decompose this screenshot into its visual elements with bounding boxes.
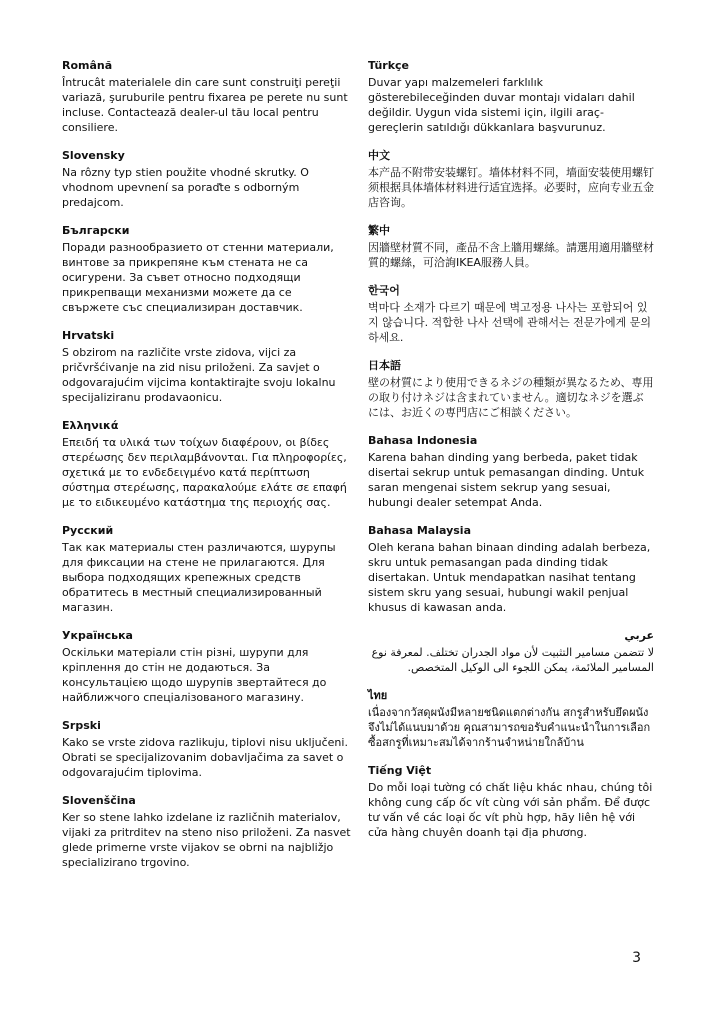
right-column <box>368 58 654 853</box>
section-text: Na rôzny typ stien použite vhodné skrutky. O vhodnom upevnení sa poraďte s odborným predajcom. <box>62 166 309 209</box>
section-text: Do mỗi loại tường có chất liệu khác nhau, chúng tôi không cung cấp ốc vít cùng với sản phẩm. Để được tư vấn về các loại ốc vít phù hợp, hãy liên hệ với cửa hàng chuyên doanh tại địa phương. <box>368 781 653 839</box>
section-japanese <box>368 358 654 420</box>
section-heading: 한국어 <box>368 284 400 297</box>
section-heading: عربي <box>624 629 654 642</box>
section-text: Поради разнообразието от стенни материали, винтове за прикрепяне към стената не са осигурени. За съвет относно подходящи прикрепващи механизми можете да се свържете със специализиран доставчик. <box>62 241 334 314</box>
section-hrvatski <box>62 328 352 405</box>
section-heading: Hrvatski <box>62 329 115 342</box>
section-text: لا تتضمن مسامير التثبيت لأن مواد الجدران تختلف. لمعرفة نوع المسامير الملائمة، يمكن اللجوء الى الوكيل المتخصص. <box>371 646 654 674</box>
section-srpski <box>62 718 352 780</box>
section-thai <box>368 688 654 750</box>
section-text: Επειδή τα υλικά των τοίχων διαφέρουν, οι βίδες στερέωσης δεν περιλαμβάνονται. Για πληροφορίες, σχετικά με το ενδεδειγμένο κατά περίπτωση σύστημα στερέωσης, παρακαλούμε ελάτε σε επαφή με το ειδικευμένο κατάστημα της περιοχής σας. <box>62 436 347 509</box>
section-slovenscina <box>62 793 352 870</box>
section-heading: Română <box>62 59 113 72</box>
section-korean <box>368 283 654 345</box>
section-heading: Türkçe <box>368 59 410 72</box>
section-heading: 日本語 <box>368 359 401 372</box>
section-heading: Български <box>62 224 130 237</box>
section-chinese-simplified <box>368 148 654 210</box>
section-slovensky <box>62 148 352 210</box>
page-number: 3 <box>632 950 641 966</box>
section-heading: Bahasa Malaysia <box>368 524 471 537</box>
section-russian <box>62 523 352 615</box>
section-text: Duvar yapı malzemeleri farklılık gösterebileceğinden duvar montajı vidaları dahil değildir. Uygun vida sistemi için, ilgili araç-gereçlerin satıldığı dükkanlara başvurunuz. <box>368 76 635 134</box>
section-greek <box>62 418 352 510</box>
section-heading: Русский <box>62 524 114 537</box>
left-column <box>62 58 352 883</box>
section-text: Оскільки матеріали стін різні, шурупи для кріплення до стін не додаються. За консультацією щодо шурупів звертайтеся до найближчого спеціалізованого магазину. <box>62 646 327 704</box>
section-heading: Українська <box>62 629 133 642</box>
section-text: S obzirom na različite vrste zidova, vijci za pričvršćivanje na zid nisu priloženi. Za savjet o odgovarajućim vijcima kontaktirajte svoju lokalnu specijaliziranu prodavaonicu. <box>62 346 336 404</box>
section-heading: Slovenščina <box>62 794 136 807</box>
section-text: Întrucât materialele din care sunt construiţi pereţii variază, şuruburile pentru fixarea pe perete nu sunt incluse. Contactează dealer-ul tău local pentru consiliere. <box>62 76 348 134</box>
section-bahasa-indonesia <box>368 433 654 510</box>
section-heading: ไทย <box>368 689 388 702</box>
section-bahasa-malaysia <box>368 523 654 615</box>
section-text: 벽마다 소재가 다르기 때문에 벽고정용 나사는 포함되어 있지 않습니다. 적합한 나사 선택에 관해서는 전문가에게 문의하세요. <box>368 301 651 344</box>
section-turkce <box>368 58 654 135</box>
section-text: 壁の材質により使用できるネジの種類が異なるため、専用の取り付けネジは含まれていません。適切なネジを選ぶには、お近くの専門店にご相談ください。 <box>368 376 654 419</box>
section-text: Karena bahan dinding yang berbeda, paket tidak disertai sekrup untuk pemasangan dinding. Untuk saran mengenai sistem sekrup yang sesuai, hubungi dealer setempat Anda. <box>368 451 645 509</box>
section-heading: Ελληνικά <box>62 419 119 432</box>
section-text: Так как материалы стен различаются, шурупы для фиксации на стене не прилагаются. Для выбора подходящих крепежных средств обратитесь в местный специализированный магазин. <box>62 541 336 614</box>
section-text: 本产品不附带安装螺钉。墙体材料不同，墙面安装使用螺钉须根据具体墙体材料进行适宜选择。必要时，应向专业五金店咨询。 <box>368 166 654 209</box>
section-text: Kako se vrste zidova razlikuju, tiplovi nisu uključeni. Obrati se specijalizovanim dobavljačima za savet o odgovarajućim tiplovima. <box>62 736 348 779</box>
section-text: Oleh kerana bahan binaan dinding adalah berbeza, skru untuk pemasangan pada dinding tidak disertakan. Untuk mendapatkan nasihat tentang sistem skru yang sesuai, hubungi wakil penjual khusus di kawasan anda. <box>368 541 651 614</box>
section-text: 因牆壁材質不同，產品不含上牆用螺絲。請選用適用牆壁材質的螺絲，可洽詢IKEA服務人員。 <box>368 241 654 269</box>
section-ukrainian <box>62 628 352 705</box>
section-heading: Slovensky <box>62 149 125 162</box>
section-heading: Tiếng Việt <box>368 764 432 777</box>
section-heading: 中文 <box>368 149 390 162</box>
section-romana <box>62 58 352 135</box>
section-text: Ker so stene lahko izdelane iz različnih materialov, vijaki za pritrditev na steno niso priloženi. Za nasvet glede primerne vrste vijakov se obrni na najbližjo specializirano trgovino. <box>62 811 351 869</box>
section-vietnamese <box>368 763 654 840</box>
section-heading: Bahasa Indonesia <box>368 434 478 447</box>
section-heading: 繁中 <box>368 224 390 237</box>
section-chinese-traditional <box>368 223 654 270</box>
section-text: เนื่องจากวัสดุผนังมีหลายชนิดแตกต่างกัน สกรูสำหรับยึดผนังจึงไม่ได้แนบมาด้วย คุณสามารถขอรับคำแนะนำในการเลือกซื้อสกรูที่เหมาะสมได้จากร้านจำหน่ายใกล้บ้าน <box>368 706 651 749</box>
section-heading: Srpski <box>62 719 101 732</box>
section-arabic <box>368 628 654 675</box>
section-bulgarian <box>62 223 352 315</box>
